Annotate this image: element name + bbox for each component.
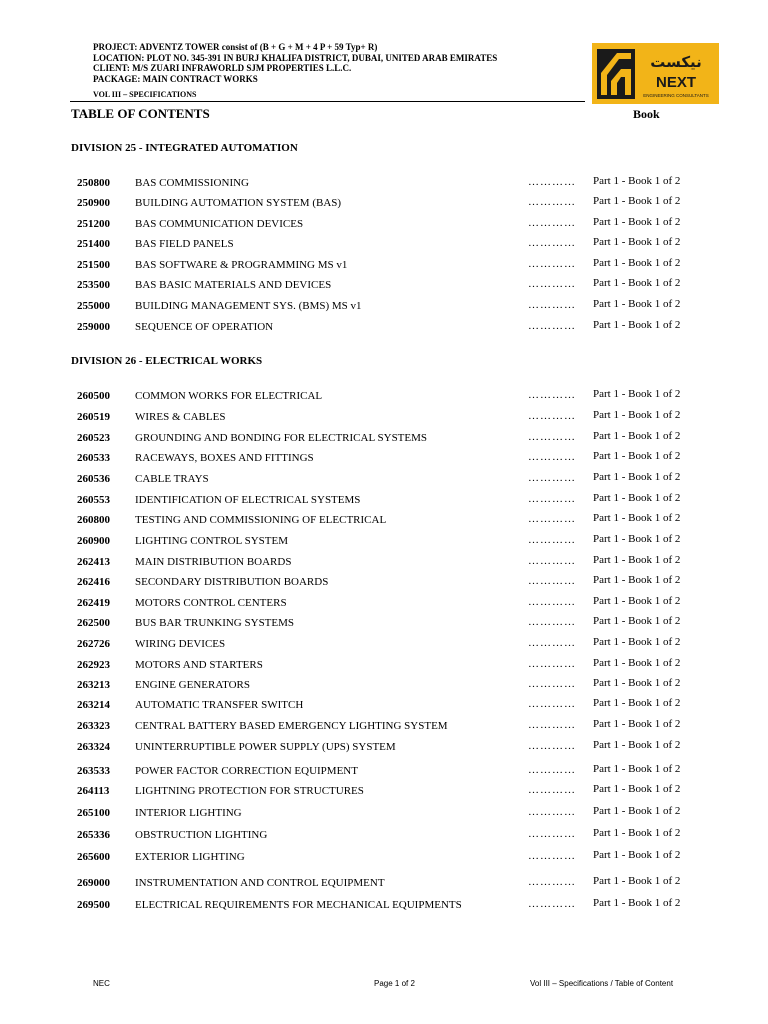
dot-leader: ………… bbox=[528, 410, 576, 422]
dot-leader: ………… bbox=[528, 299, 576, 311]
section-code: 255000 bbox=[77, 300, 110, 312]
toc-row bbox=[0, 452, 768, 468]
dot-leader: ………… bbox=[528, 740, 576, 752]
section-title: WIRING DEVICES bbox=[135, 638, 226, 650]
toc-row bbox=[0, 659, 768, 675]
footer-right: Vol III – Specifications / Table of Content bbox=[530, 979, 674, 988]
book-reference: Part 1 - Book 1 of 2 bbox=[593, 849, 681, 861]
book-reference: Part 1 - Book 1 of 2 bbox=[593, 718, 681, 730]
dot-leader: ………… bbox=[528, 196, 576, 208]
section-code: 260519 bbox=[77, 411, 110, 423]
section-code: 260800 bbox=[77, 514, 110, 526]
section-code: 265600 bbox=[77, 851, 110, 863]
client-line: CLIENT: M/S ZUARI INFRAWORLD SJM PROPERTIES L.L.C. bbox=[93, 63, 352, 73]
section-code: 259000 bbox=[77, 321, 110, 333]
section-title: TESTING AND COMMISSIONING OF ELECTRICAL bbox=[135, 514, 387, 526]
toc-row bbox=[0, 238, 768, 254]
toc-row bbox=[0, 535, 768, 551]
section-title: BAS FIELD PANELS bbox=[135, 238, 234, 250]
section-title: MOTORS AND STARTERS bbox=[135, 659, 263, 671]
book-reference: Part 1 - Book 1 of 2 bbox=[593, 533, 681, 545]
dot-leader: ………… bbox=[528, 513, 576, 525]
section-code: 262416 bbox=[77, 576, 110, 588]
division-heading: DIVISION 25 - INTEGRATED AUTOMATION bbox=[71, 142, 298, 154]
section-code: 260500 bbox=[77, 390, 110, 402]
toc-row bbox=[0, 877, 768, 893]
section-code: 262726 bbox=[77, 638, 110, 650]
footer-left: NEC bbox=[93, 979, 110, 988]
document-header bbox=[93, 42, 573, 99]
book-reference: Part 1 - Book 1 of 2 bbox=[593, 430, 681, 442]
section-title: UNINTERRUPTIBLE POWER SUPPLY (UPS) SYSTEM bbox=[135, 741, 396, 753]
book-reference: Part 1 - Book 1 of 2 bbox=[593, 277, 681, 289]
book-reference: Part 1 - Book 1 of 2 bbox=[593, 636, 681, 648]
section-title: IDENTIFICATION OF ELECTRICAL SYSTEMS bbox=[135, 494, 361, 506]
section-title: WIRES & CABLES bbox=[135, 411, 226, 423]
book-reference: Part 1 - Book 1 of 2 bbox=[593, 512, 681, 524]
section-title: OBSTRUCTION LIGHTING bbox=[135, 829, 268, 841]
toc-row bbox=[0, 321, 768, 337]
book-reference: Part 1 - Book 1 of 2 bbox=[593, 216, 681, 228]
section-title: ENGINE GENERATORS bbox=[135, 679, 250, 691]
volume-line: VOL III – SPECIFICATIONS bbox=[93, 90, 197, 99]
dot-leader: ………… bbox=[528, 698, 576, 710]
dot-leader: ………… bbox=[528, 658, 576, 670]
book-reference: Part 1 - Book 1 of 2 bbox=[593, 236, 681, 248]
section-title: ELECTRICAL REQUIREMENTS FOR MECHANICAL EQUIPMENTS bbox=[135, 899, 462, 911]
dot-leader: ………… bbox=[528, 806, 576, 818]
section-title: COMMON WORKS FOR ELECTRICAL bbox=[135, 390, 323, 402]
dot-leader: ………… bbox=[528, 898, 576, 910]
section-title: BAS BASIC MATERIALS AND DEVICES bbox=[135, 279, 332, 291]
book-reference: Part 1 - Book 1 of 2 bbox=[593, 450, 681, 462]
toc-row bbox=[0, 279, 768, 295]
toc-row bbox=[0, 720, 768, 736]
book-reference: Part 1 - Book 1 of 2 bbox=[593, 492, 681, 504]
dot-leader: ………… bbox=[528, 237, 576, 249]
section-title: AUTOMATIC TRANSFER SWITCH bbox=[135, 699, 304, 711]
dot-leader: ………… bbox=[528, 575, 576, 587]
dot-leader: ………… bbox=[528, 278, 576, 290]
section-code: 265336 bbox=[77, 829, 110, 841]
section-title: BAS SOFTWARE & PROGRAMMING MS v1 bbox=[135, 259, 348, 271]
toc-row bbox=[0, 741, 768, 757]
package-line: PACKAGE: MAIN CONTRACT WORKS bbox=[93, 73, 258, 84]
book-column-heading: Book bbox=[633, 107, 660, 121]
book-reference: Part 1 - Book 1 of 2 bbox=[593, 827, 681, 839]
section-code: 263214 bbox=[77, 699, 110, 711]
section-title: INTERIOR LIGHTING bbox=[135, 807, 242, 819]
book-reference: Part 1 - Book 1 of 2 bbox=[593, 195, 681, 207]
toc-row bbox=[0, 597, 768, 613]
toc-title: TABLE OF CONTENTS bbox=[71, 106, 210, 121]
toc-row bbox=[0, 177, 768, 193]
toc-row bbox=[0, 259, 768, 275]
section-code: 260900 bbox=[77, 535, 110, 547]
dot-leader: ………… bbox=[528, 472, 576, 484]
book-reference: Part 1 - Book 1 of 2 bbox=[593, 595, 681, 607]
toc-row bbox=[0, 473, 768, 489]
section-code: 260536 bbox=[77, 473, 110, 485]
dot-leader: ………… bbox=[528, 258, 576, 270]
section-title: LIGHTING CONTROL SYSTEM bbox=[135, 535, 288, 547]
section-code: 260553 bbox=[77, 494, 110, 506]
section-title: CENTRAL BATTERY BASED EMERGENCY LIGHTING SYSTEM bbox=[135, 720, 448, 732]
toc-row bbox=[0, 390, 768, 406]
dot-leader: ………… bbox=[528, 389, 576, 401]
toc-row bbox=[0, 699, 768, 715]
section-title: SECONDARY DISTRIBUTION BOARDS bbox=[135, 576, 329, 588]
section-code: 262413 bbox=[77, 556, 110, 568]
book-reference: Part 1 - Book 1 of 2 bbox=[593, 897, 681, 909]
section-title: BUS BAR TRUNKING SYSTEMS bbox=[135, 617, 295, 629]
section-code: 250900 bbox=[77, 197, 110, 209]
section-title: BUILDING AUTOMATION SYSTEM (BAS) bbox=[135, 197, 342, 209]
book-reference: Part 1 - Book 1 of 2 bbox=[593, 257, 681, 269]
dot-leader: ………… bbox=[528, 616, 576, 628]
section-code: 262419 bbox=[77, 597, 110, 609]
dot-leader: ………… bbox=[528, 534, 576, 546]
section-code: 263324 bbox=[77, 741, 110, 753]
logo-arabic-text: نيكست bbox=[650, 53, 702, 71]
dot-leader: ………… bbox=[528, 176, 576, 188]
dot-leader: ………… bbox=[528, 678, 576, 690]
project-line: PROJECT: ADVENTZ TOWER consist of (B + G + M + 4 P + 59 Typ+ R) bbox=[93, 42, 378, 52]
toc-row bbox=[0, 432, 768, 448]
toc-row bbox=[0, 679, 768, 695]
section-code: 269000 bbox=[77, 877, 110, 889]
book-reference: Part 1 - Book 1 of 2 bbox=[593, 657, 681, 669]
dot-leader: ………… bbox=[528, 719, 576, 731]
book-reference: Part 1 - Book 1 of 2 bbox=[593, 763, 681, 775]
section-title: MOTORS CONTROL CENTERS bbox=[135, 597, 287, 609]
logo-tagline-text: ENGINEERING CONSULTANTS bbox=[643, 93, 709, 98]
footer-page-number: Page 1 of 2 bbox=[374, 979, 415, 988]
dot-leader: ………… bbox=[528, 451, 576, 463]
book-reference: Part 1 - Book 1 of 2 bbox=[593, 388, 681, 400]
section-title: SEQUENCE OF OPERATION bbox=[135, 321, 274, 333]
toc-row bbox=[0, 411, 768, 427]
toc-row bbox=[0, 851, 768, 867]
dot-leader: ………… bbox=[528, 320, 576, 332]
section-code: 260533 bbox=[77, 452, 110, 464]
section-code: 260523 bbox=[77, 432, 110, 444]
book-reference: Part 1 - Book 1 of 2 bbox=[593, 875, 681, 887]
book-reference: Part 1 - Book 1 of 2 bbox=[593, 805, 681, 817]
toc-row bbox=[0, 514, 768, 530]
toc-row bbox=[0, 765, 768, 781]
company-logo bbox=[592, 43, 719, 104]
book-reference: Part 1 - Book 1 of 2 bbox=[593, 319, 681, 331]
book-reference: Part 1 - Book 1 of 2 bbox=[593, 615, 681, 627]
section-code: 251200 bbox=[77, 218, 110, 230]
book-reference: Part 1 - Book 1 of 2 bbox=[593, 298, 681, 310]
section-code: 251400 bbox=[77, 238, 110, 250]
book-reference: Part 1 - Book 1 of 2 bbox=[593, 471, 681, 483]
toc-row bbox=[0, 197, 768, 213]
section-code: 262923 bbox=[77, 659, 110, 671]
toc-row bbox=[0, 899, 768, 915]
dot-leader: ………… bbox=[528, 637, 576, 649]
section-title: BUILDING MANAGEMENT SYS. (BMS) MS v1 bbox=[135, 300, 362, 312]
dot-leader: ………… bbox=[528, 850, 576, 862]
section-code: 250800 bbox=[77, 177, 110, 189]
toc-row bbox=[0, 785, 768, 801]
toc-row bbox=[0, 617, 768, 633]
section-title: MAIN DISTRIBUTION BOARDS bbox=[135, 556, 292, 568]
dot-leader: ………… bbox=[528, 493, 576, 505]
toc-row bbox=[0, 638, 768, 654]
header-rule bbox=[70, 101, 585, 102]
toc-row bbox=[0, 556, 768, 572]
section-title: RACEWAYS, BOXES AND FITTINGS bbox=[135, 452, 314, 464]
section-title: CABLE TRAYS bbox=[135, 473, 209, 485]
book-reference: Part 1 - Book 1 of 2 bbox=[593, 697, 681, 709]
dot-leader: ………… bbox=[528, 876, 576, 888]
dot-leader: ………… bbox=[528, 784, 576, 796]
dot-leader: ………… bbox=[528, 828, 576, 840]
dot-leader: ………… bbox=[528, 431, 576, 443]
dot-leader: ………… bbox=[528, 217, 576, 229]
book-reference: Part 1 - Book 1 of 2 bbox=[593, 554, 681, 566]
section-title: EXTERIOR LIGHTING bbox=[135, 851, 245, 863]
book-reference: Part 1 - Book 1 of 2 bbox=[593, 574, 681, 586]
section-code: 269500 bbox=[77, 899, 110, 911]
section-title: LIGHTNING PROTECTION FOR STRUCTURES bbox=[135, 785, 364, 797]
dot-leader: ………… bbox=[528, 764, 576, 776]
division-heading: DIVISION 26 - ELECTRICAL WORKS bbox=[71, 355, 263, 367]
toc-row bbox=[0, 829, 768, 845]
section-code: 264113 bbox=[77, 785, 110, 797]
section-code: 262500 bbox=[77, 617, 110, 629]
dot-leader: ………… bbox=[528, 555, 576, 567]
section-code: 251500 bbox=[77, 259, 110, 271]
location-line: LOCATION: PLOT NO. 345-391 IN BURJ KHALIFA DISTRICT, DUBAI, UNITED ARAB EMIRATES bbox=[93, 52, 498, 63]
book-reference: Part 1 - Book 1 of 2 bbox=[593, 739, 681, 751]
section-title: GROUNDING AND BONDING FOR ELECTRICAL SYSTEMS bbox=[135, 432, 428, 444]
toc-row bbox=[0, 807, 768, 823]
section-code: 263323 bbox=[77, 720, 110, 732]
section-code: 263533 bbox=[77, 765, 110, 777]
book-reference: Part 1 - Book 1 of 2 bbox=[593, 409, 681, 421]
toc-row bbox=[0, 494, 768, 510]
section-title: POWER FACTOR CORRECTION EQUIPMENT bbox=[135, 765, 358, 777]
section-title: BAS COMMUNICATION DEVICES bbox=[135, 218, 304, 230]
toc-row bbox=[0, 218, 768, 234]
toc-row bbox=[0, 300, 768, 316]
book-reference: Part 1 - Book 1 of 2 bbox=[593, 677, 681, 689]
section-title: BAS COMMISSIONING bbox=[135, 177, 249, 189]
book-reference: Part 1 - Book 1 of 2 bbox=[593, 175, 681, 187]
toc-row bbox=[0, 576, 768, 592]
section-code: 253500 bbox=[77, 279, 110, 291]
next-logo-icon bbox=[592, 43, 719, 104]
book-reference: Part 1 - Book 1 of 2 bbox=[593, 783, 681, 795]
dot-leader: ………… bbox=[528, 596, 576, 608]
section-title: INSTRUMENTATION AND CONTROL EQUIPMENT bbox=[135, 877, 385, 889]
section-code: 263213 bbox=[77, 679, 110, 691]
section-code: 265100 bbox=[77, 807, 110, 819]
logo-name-text: NEXT bbox=[655, 74, 697, 91]
